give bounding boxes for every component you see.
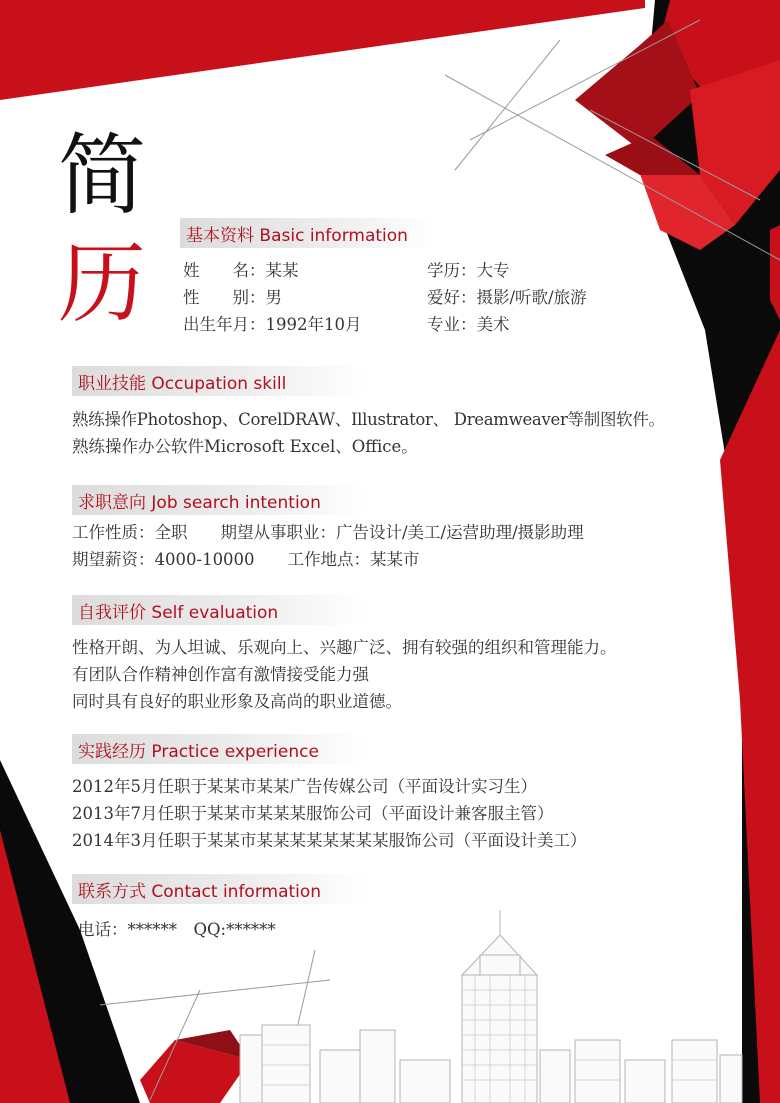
- section-heading-skill: 职业技能 Occupation skill: [72, 366, 368, 396]
- title-char-li: 历: [58, 232, 147, 335]
- title-char-jian: 简: [58, 124, 147, 227]
- field-hobby: 爱好：摄影/听歌/旅游: [427, 288, 587, 307]
- field-gender: 性 别：男: [183, 288, 282, 307]
- field-name: 姓 名：某某: [183, 261, 299, 280]
- self-line-2: 有团队合作精神创作富有激情接受能力强: [72, 665, 369, 684]
- skill-line-2: 熟练操作办公软件Microsoft Excel、Office。: [72, 437, 418, 456]
- self-line-1: 性格开朗、为人坦诚、乐观向上、兴趣广泛、拥有较强的组织和管理能力。: [72, 638, 617, 657]
- field-major: 专业：美术: [427, 315, 510, 334]
- field-education: 学历：大专: [427, 261, 510, 280]
- section-heading-contact: 联系方式 Contact information: [72, 874, 368, 904]
- self-line-3: 同时具有良好的职业形象及高尚的职业道德。: [72, 692, 402, 711]
- practice-line-1: 2012年5月任职于某某市某某广告传媒公司（平面设计实习生）: [72, 777, 537, 796]
- job-line-2: 期望薪资：4000-10000 工作地点：某某市: [72, 550, 420, 569]
- city-skyline: [240, 910, 742, 1103]
- contact-line: 电话：****** QQ:******: [78, 920, 276, 939]
- section-heading-practice: 实践经历 Practice experience: [72, 734, 368, 764]
- section-heading-basic: 基本资料 Basic information: [180, 218, 436, 248]
- skill-line-1: 熟练操作Photoshop、CorelDRAW、Illustrator、 Dreamweaver等制图软件。: [72, 410, 665, 429]
- practice-line-2: 2013年7月任职于某某市某某某服饰公司（平面设计兼客服主管）: [72, 804, 554, 823]
- field-birth: 出生年月：1992年10月: [183, 315, 362, 334]
- job-line-1: 工作性质：全职 期望从事职业：广告设计/美工/运营助理/摄影助理: [72, 523, 584, 542]
- top-red-band: [0, 0, 645, 100]
- section-heading-self: 自我评价 Self evaluation: [72, 595, 368, 625]
- practice-line-3: 2014年3月任职于某某市某某某某某某某某服饰公司（平面设计美工）: [72, 831, 587, 850]
- section-heading-job: 求职意向 Job search intention: [72, 485, 368, 515]
